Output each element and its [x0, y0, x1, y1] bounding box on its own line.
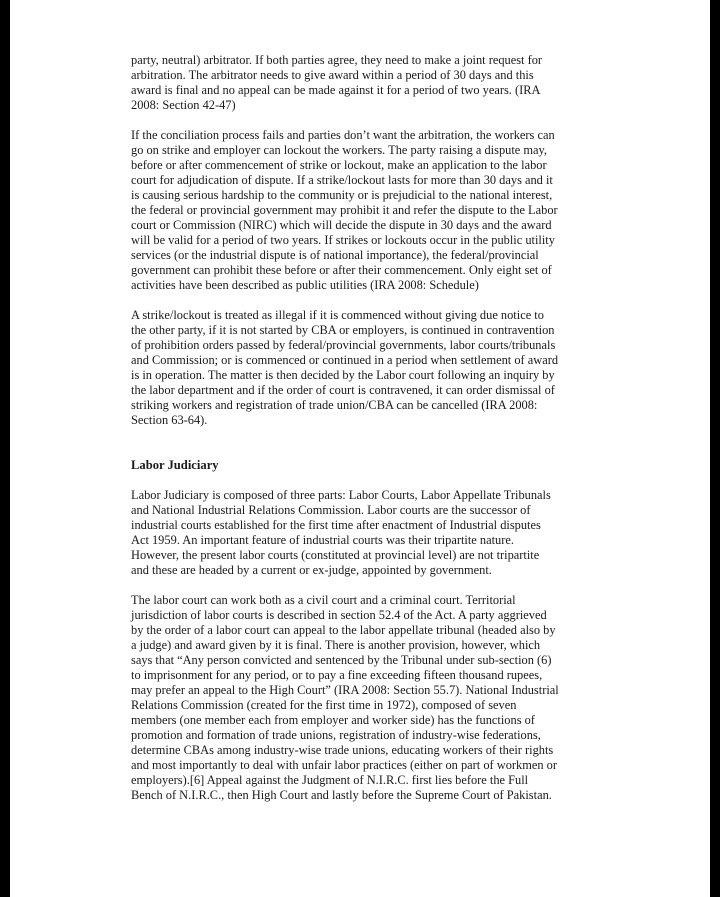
text-line: court or Commission (NIRC) which will decide the dispute in 30 days and the award: [131, 218, 552, 232]
text-line: services (or the industrial dispute is of national importance), the federal/provincial: [131, 248, 539, 262]
text-line: go on strike and employer can lockout the workers. The party raising a dispute may,: [131, 143, 548, 157]
text-line: and National Industrial Relations Commission. Labor courts are the successor of: [131, 503, 531, 517]
document-page: [10, 0, 710, 897]
text-line: may prefer an appeal to the High Court” (IRA 2008: Section 55.7). National Industrial: [131, 683, 559, 697]
text-line: the federal or provincial government may prohibit it and refer the dispute to the Labor: [131, 203, 558, 217]
text-line: by the order of a labor court can appeal to the labor appellate tribunal (headed also by: [131, 623, 556, 637]
text-line: before or after commencement of strike or lockout, make an application to the labor: [131, 158, 547, 172]
paragraph-illegal-strike: [131, 308, 601, 428]
text-line: jurisdiction of labor courts is described in section 52.4 of the Act. A party aggrieved: [131, 608, 547, 622]
paragraph-labor-court: [131, 593, 601, 803]
text-line: a judge) and award given by it is final. There is another provision, however, which: [131, 638, 541, 652]
text-line: award is final and no appeal can be made against it for a period of two years. (IRA: [131, 83, 541, 97]
section-heading: Labor Judiciary: [131, 458, 219, 472]
text-line: Section 63-64).: [131, 413, 208, 427]
text-line: employers).[6] Appeal against the Judgment of N.I.R.C. first lies before the Full: [131, 773, 529, 787]
text-line: is causing serious hardship to the community or is prejudicial to the national interest,: [131, 188, 553, 202]
text-line: Relations Commission (created for the first time in 1972), composed of seven: [131, 698, 517, 712]
text-line: and most importantly to deal with unfair labor practices (either on part of workmen or: [131, 758, 557, 772]
text-line: the labor department and if the order of court is contravened, it can order dismissal of: [131, 383, 555, 397]
text-line: of prohibition orders passed by federal/provincial governments, labor courts/tribunals: [131, 338, 556, 352]
text-line: to imprisonment for any period, or to pay a fine exceeding fifteen thousand rupees,: [131, 668, 543, 682]
text-line: industrial courts established for the first time after enactment of Industrial disputes: [131, 518, 541, 532]
paragraph-labor-judiciary: [131, 488, 601, 578]
text-line: determine CBAs among industry-wise trade unions, educating workers of their rights: [131, 743, 554, 757]
text-line: If the conciliation process fails and parties don’t want the arbitration, the workers can: [131, 128, 555, 142]
text-line: members (one member each from employer and worker side) has the functions of: [131, 713, 535, 727]
text-line: promotion and formation of trade unions, registration of industry-wise federations,: [131, 728, 541, 742]
text-line: 2008: Section 42-47): [131, 98, 236, 112]
text-line: arbitration. The arbitrator needs to give award within a period of 30 days and this: [131, 68, 534, 82]
text-line: court for adjudication of dispute. If a strike/lockout lasts for more than 30 days and it: [131, 173, 553, 187]
text-line: the other party, if it is not started by CBA or employers, is continued in contravention: [131, 323, 555, 337]
text-line: will be valid for a period of two years. If strikes or lockouts occur in the public utility: [131, 233, 555, 247]
paragraph-arbitration: [131, 53, 601, 113]
document-body: [131, 53, 601, 803]
text-line: says that “Any person convicted and sentenced by the Tribunal under sub-section (6): [131, 653, 552, 667]
text-line: Act 1959. An important feature of industrial courts was their tripartite nature.: [131, 533, 514, 547]
text-line: The labor court can work both as a civil court and a criminal court. Territorial: [131, 593, 516, 607]
text-line: and these are headed by a current or ex-judge, appointed by government.: [131, 563, 492, 577]
text-line: party, neutral) arbitrator. If both parties agree, they need to make a joint request for: [131, 53, 543, 67]
text-line: striking workers and registration of trade union/CBA can be cancelled (IRA 2008:: [131, 398, 538, 412]
text-line: government can prohibit these before or after their commencement. Only eight set of: [131, 263, 552, 277]
text-line: A strike/lockout is treated as illegal if it is commenced without giving due notice to: [131, 308, 544, 322]
text-line: Bench of N.I.R.C., then High Court and lastly before the Supreme Court of Pakistan.: [131, 788, 552, 802]
text-line: and Commission; or is commenced or continued in a period when settlement of award: [131, 353, 559, 367]
text-line: Labor Judiciary is composed of three parts: Labor Courts, Labor Appellate Tribunals: [131, 488, 551, 502]
text-line: However, the present labor courts (constituted at provincial level) are not tripartite: [131, 548, 540, 562]
paragraph-strike-lockout: [131, 128, 601, 293]
text-line: activities have been described as public utilities (IRA 2008: Schedule): [131, 278, 479, 292]
text-line: is in operation. The matter is then decided by the Labor court following an inquiry by: [131, 368, 555, 382]
